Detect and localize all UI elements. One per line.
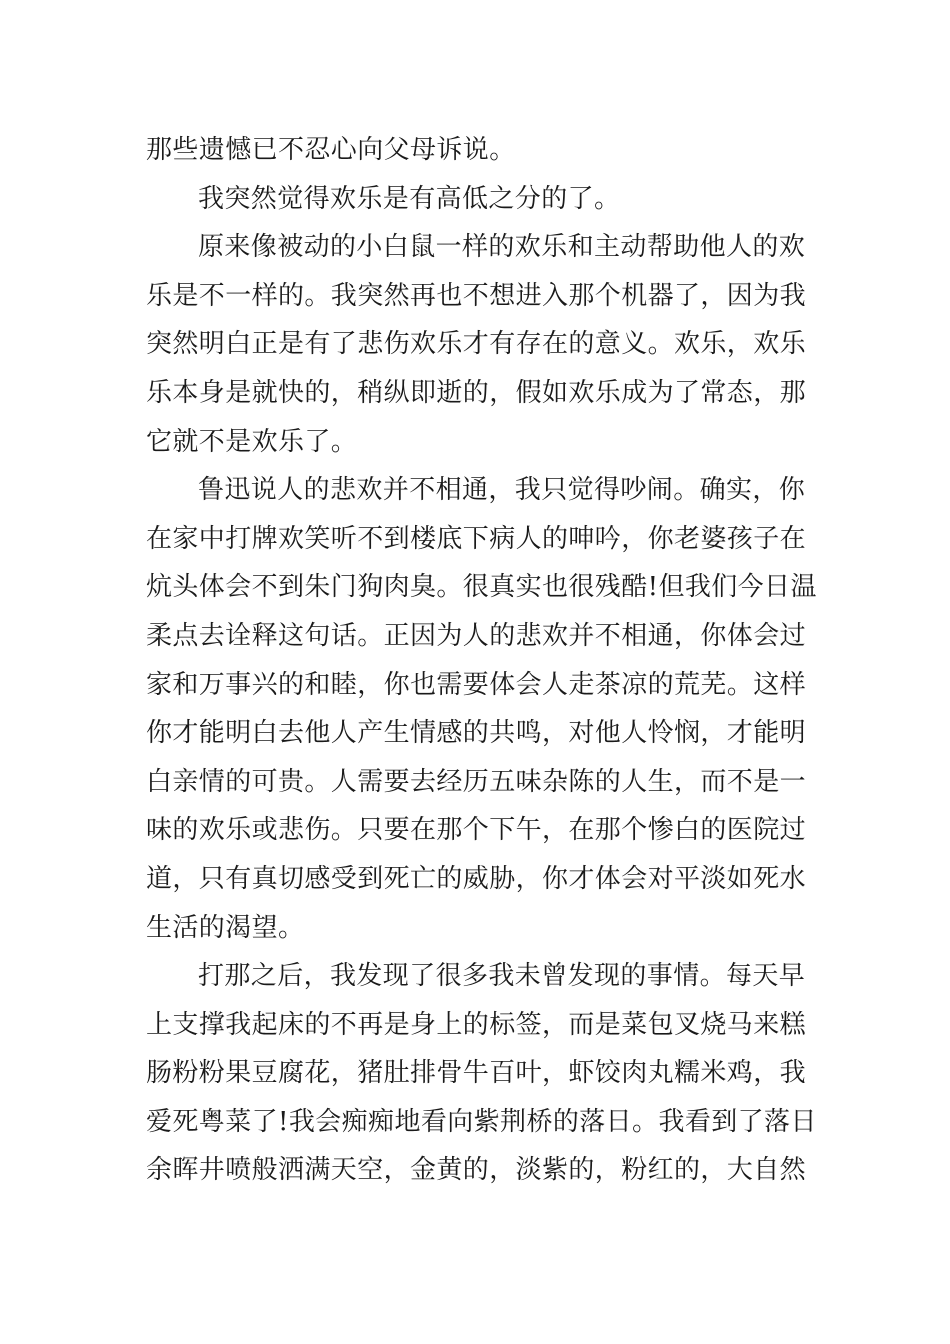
paragraph-first-line: 打那之后，我发现了很多我未曾发现的事情。每天早 <box>198 961 806 992</box>
text-line: 那些遗憾已不忍心向父母诉说。 <box>146 135 516 165</box>
paragraph-first-line: 鲁迅说人的悲欢并不相通，我只觉得吵闹。确实，你 <box>198 475 806 506</box>
text-line: 爱死粤菜了!我会痴痴地看向紫荆桥的落日。我看到了落日 <box>146 1106 817 1137</box>
text-line: 柔点去诠释这句话。正因为人的悲欢并不相通，你体会过 <box>146 620 807 651</box>
text-line: 你才能明白去他人产生情感的共鸣，对他人怜悯，才能明 <box>146 718 807 749</box>
text-line: 乐是不一样的。我突然再也不想进入那个机器了，因为我 <box>146 280 807 311</box>
text-line: 在家中打牌欢笑听不到楼底下病人的呻吟，你老婆孩子在 <box>146 523 807 554</box>
text-line: 家和万事兴的和睦，你也需要体会人走茶凉的荒芜。这样 <box>146 669 807 700</box>
text-line: 乐本身是就快的，稍纵即逝的，假如欢乐成为了常态，那 <box>146 377 807 408</box>
text-line: 道，只有真切感受到死亡的威胁，你才体会对平淡如死水 <box>146 863 807 894</box>
paragraph-first-line: 我突然觉得欢乐是有高低之分的了。 <box>198 183 621 214</box>
text-line: 味的欢乐或悲伤。只要在那个下午，在那个惨白的医院过 <box>146 815 807 846</box>
text-line: 炕头体会不到朱门狗肉臭。很真实也很残酷!但我们今日温 <box>146 572 817 603</box>
text-line: 肠粉粉果豆腐花，猪肚排骨牛百叶，虾饺肉丸糯米鸡，我 <box>146 1058 807 1089</box>
text-line: 白亲情的可贵。人需要去经历五味杂陈的人生，而不是一 <box>146 766 807 797</box>
text-line: 它就不是欢乐了。 <box>146 426 358 457</box>
paragraph-first-line: 原来像被动的小白鼠一样的欢乐和主动帮助他人的欢 <box>198 232 806 263</box>
text-line: 突然明白正是有了悲伤欢乐才有存在的意义。欢乐，欢乐 <box>146 329 807 360</box>
text-line: 生活的渴望。 <box>146 912 305 943</box>
text-line: 上支撑我起床的不再是身上的标签，而是菜包叉烧马来糕 <box>146 1009 807 1040</box>
text-line: 余晖井喷般洒满天空，金黄的，淡紫的，粉红的，大自然 <box>146 1155 807 1186</box>
body-text <box>146 126 817 1195</box>
